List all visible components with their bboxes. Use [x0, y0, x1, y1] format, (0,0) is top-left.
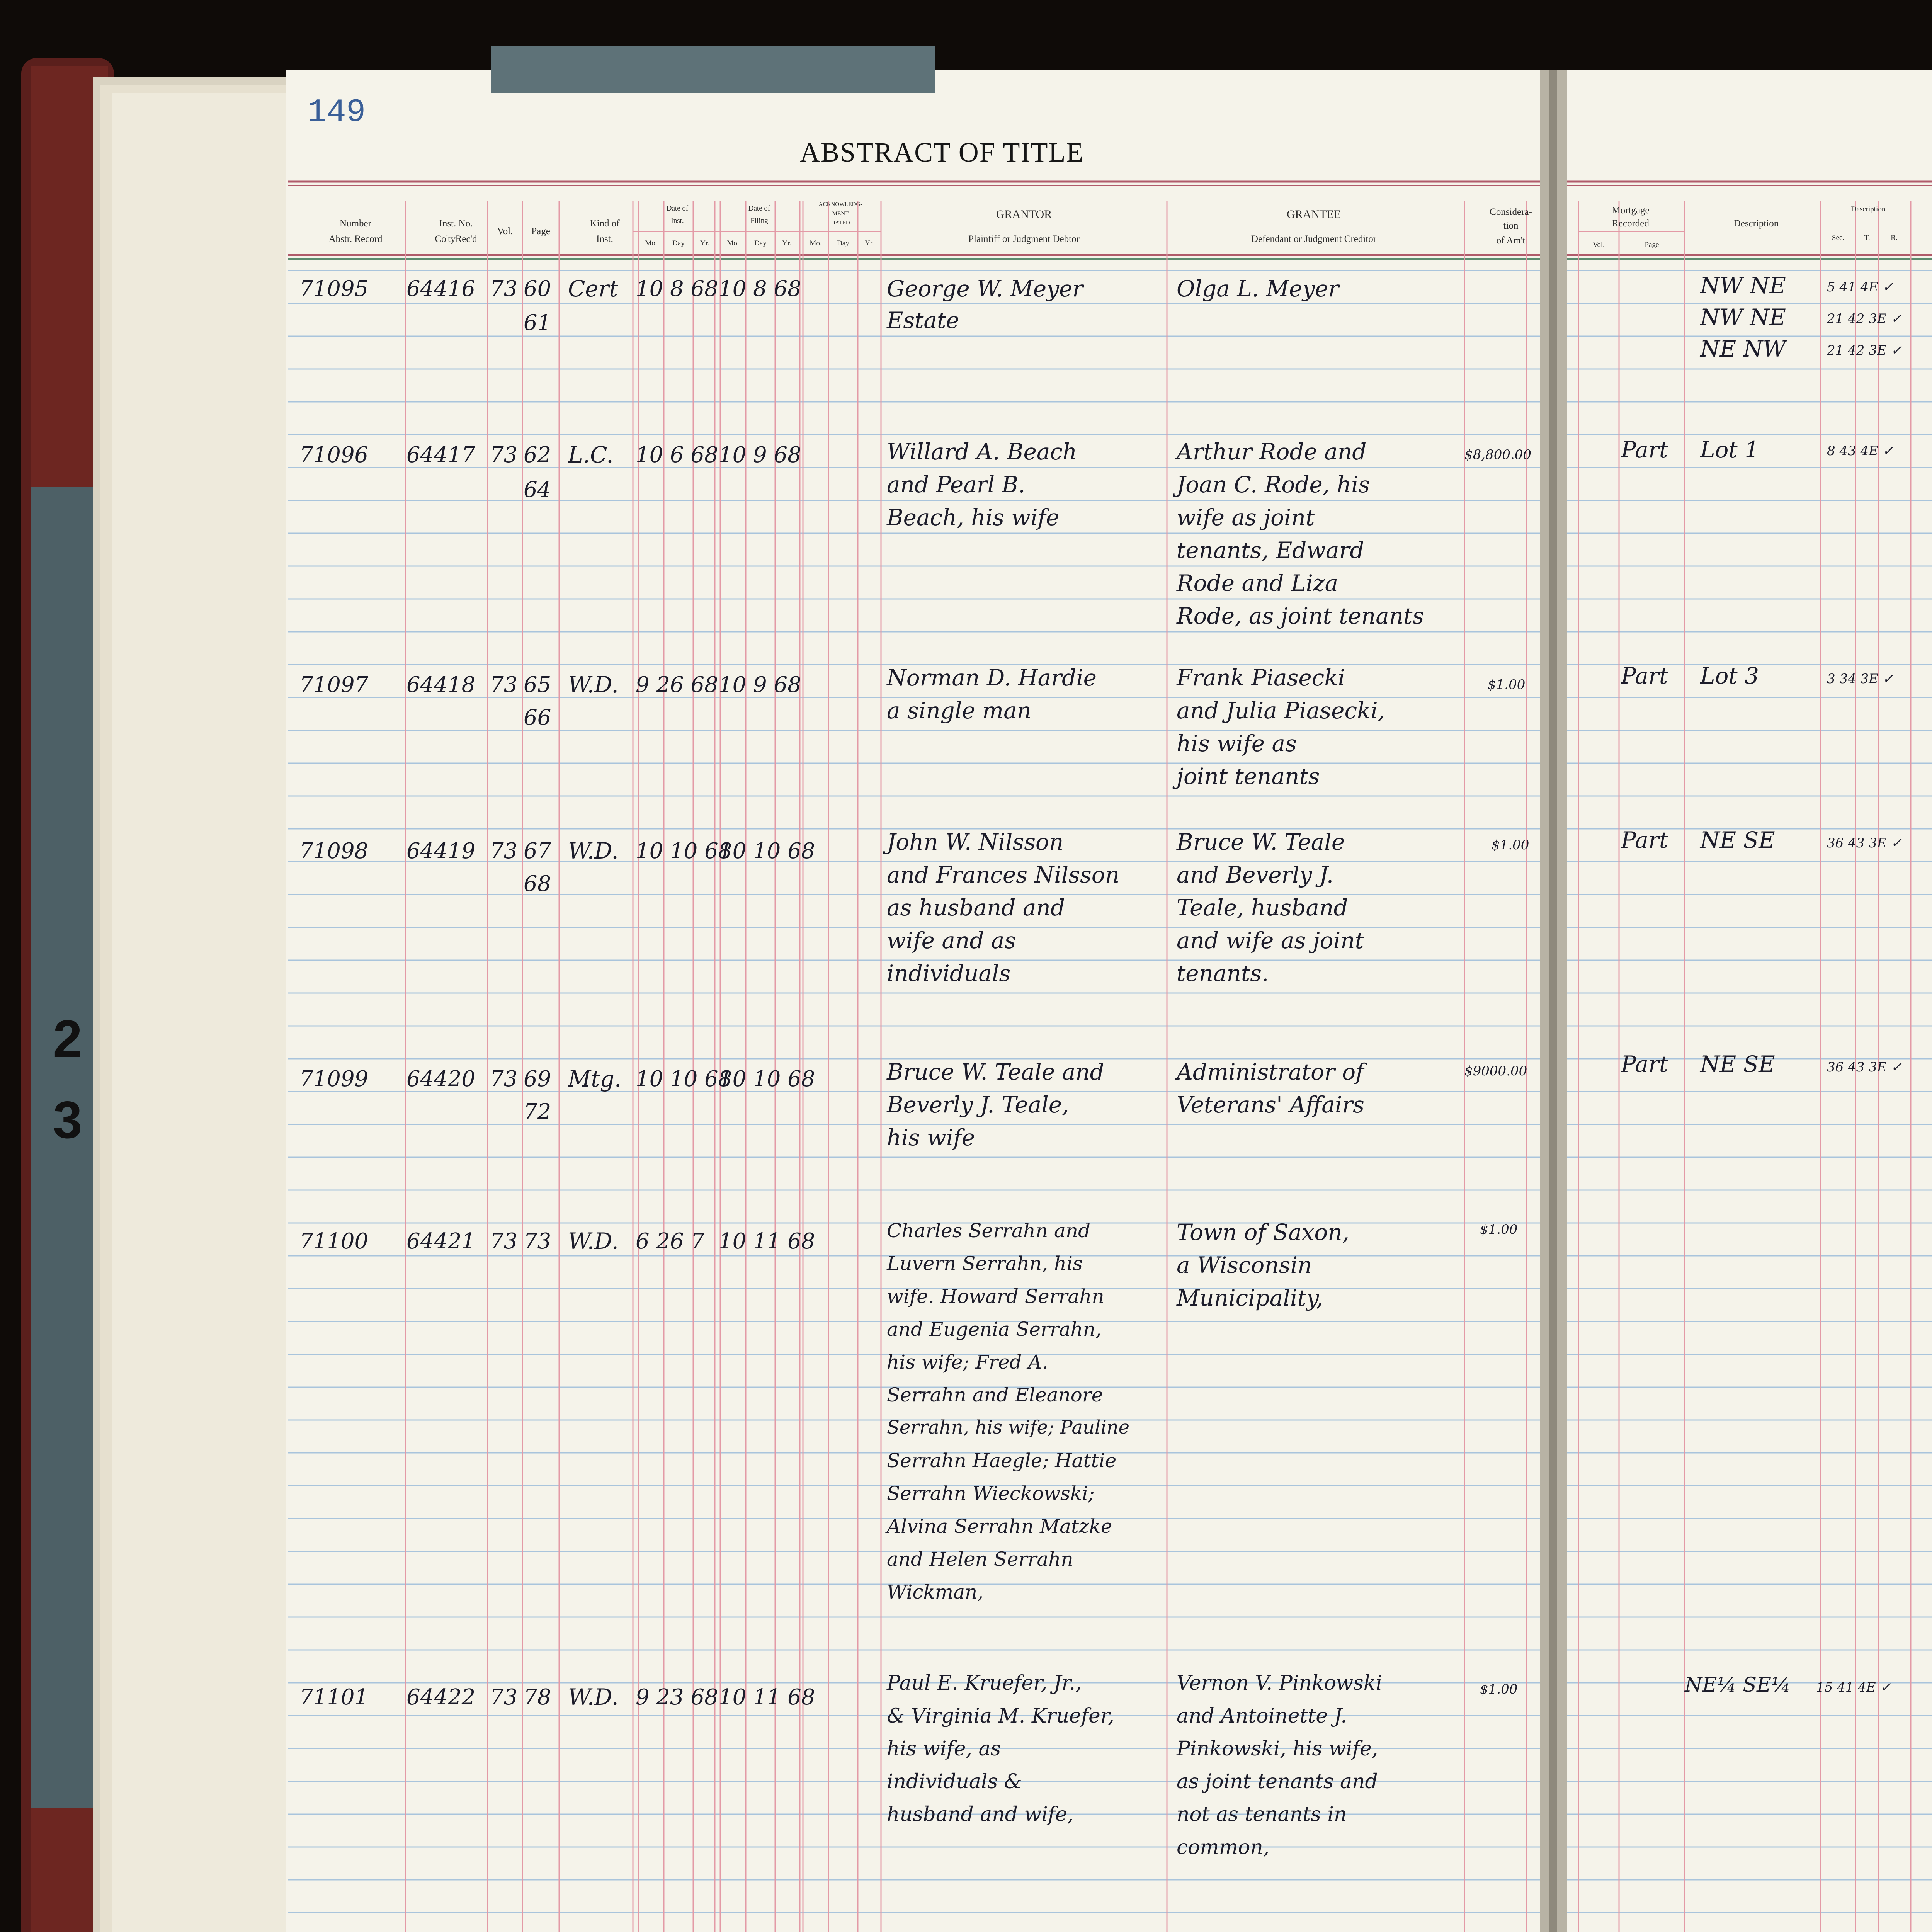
grantee-line: Rode and Liza — [1177, 570, 1338, 596]
grantee-line: Pinkowski, his wife, — [1177, 1737, 1378, 1760]
side-tab-digit: 2 — [53, 1009, 82, 1068]
col-header-kind: Kind of — [590, 218, 620, 229]
col-header-date-filing-sub: Filing — [750, 217, 768, 225]
sec-t-r: 21 42 3E ✓ — [1827, 343, 1902, 358]
col-header-date-filing: Date of — [748, 204, 770, 213]
description: NE SE — [1700, 827, 1775, 853]
grantee-line: as joint tenants and — [1177, 1770, 1378, 1793]
grantor-line: Serrahn, his wife; Pauline — [887, 1417, 1130, 1438]
mortgage-page: Part — [1621, 1051, 1668, 1077]
description: NE¼ SE¼ — [1685, 1673, 1791, 1697]
date-inst: 10 10 68 — [636, 1066, 732, 1092]
sec-t-r: 3 34 3E ✓ — [1827, 671, 1894, 687]
grantor-line: Willard A. Beach — [887, 439, 1077, 465]
consideration: $1.00 — [1480, 1222, 1518, 1237]
grantor-line: Wickman, — [887, 1581, 984, 1603]
grantor-line: wife. Howard Serrahn — [887, 1285, 1104, 1308]
grantee-line: wife as joint — [1177, 504, 1315, 531]
grantor-line: Bruce W. Teale and — [887, 1059, 1104, 1085]
col-header-description: Description — [1851, 205, 1886, 213]
grantee-line: Veterans' Affairs — [1177, 1092, 1364, 1118]
grantee-line: Teale, husband — [1177, 895, 1348, 921]
vol: 73 — [490, 1685, 518, 1710]
description: NW NE — [1700, 272, 1786, 299]
grantee-line: Frank Piasecki — [1177, 665, 1345, 691]
date-inst: 6 26 7 — [636, 1229, 705, 1254]
col-header-grantor: GRANTOR — [996, 208, 1052, 221]
col-sub-day: Day — [837, 239, 849, 247]
page: 68 — [524, 871, 551, 896]
page: 78 — [524, 1685, 551, 1710]
grantor-line: Luvern Serrahn, his — [887, 1252, 1083, 1275]
inst-no: 64416 — [406, 276, 476, 301]
grantor-line: husband and wife, — [887, 1803, 1074, 1826]
kind: W.D. — [568, 1684, 619, 1710]
col-header-grantee-sub: Defendant or Judgment Creditor — [1251, 234, 1377, 244]
col-header-ack: ACKNOWLEDG- — [818, 201, 862, 207]
grantee-line: Arthur Rode and — [1177, 439, 1367, 465]
grantor-line: wife and as — [887, 927, 1016, 954]
grantor-line: Serrahn Haegle; Hattie — [887, 1449, 1117, 1472]
page: 69 — [524, 1066, 551, 1092]
inst-no: 64418 — [406, 672, 476, 697]
col-header-consideration: Considera- — [1490, 207, 1532, 217]
sec-t-r: 36 43 3E ✓ — [1827, 835, 1902, 851]
kind: L.C. — [568, 442, 614, 468]
grantee-line: joint tenants — [1177, 763, 1320, 789]
entry-number: 71095 — [299, 276, 369, 301]
date-filing: 10 10 68 — [719, 1066, 815, 1092]
col-header-vol: Vol. — [497, 226, 513, 236]
col-header-inst-no: Inst. No. — [439, 218, 473, 229]
description: NW NE — [1700, 304, 1786, 330]
col-header-description: Description — [1733, 218, 1779, 229]
kind: W.D. — [568, 672, 619, 698]
grantor-line: Beach, his wife — [887, 504, 1060, 531]
kind: W.D. — [568, 1228, 619, 1254]
grantor-line: and Helen Serrahn — [887, 1548, 1073, 1570]
col-header-ack-sub: DATED — [831, 220, 850, 226]
entry-number: 71096 — [299, 442, 369, 468]
entry-number: 71100 — [299, 1229, 369, 1254]
vol: 73 — [490, 1066, 518, 1092]
page: 65 — [524, 672, 551, 697]
grantor-line: George W. Meyer — [887, 276, 1083, 302]
col-header-description — [1915, 219, 1932, 228]
description: NE SE — [1700, 1051, 1775, 1077]
grantee-line: Administrator of — [1177, 1059, 1364, 1085]
page: 64 — [524, 477, 551, 502]
inst-no: 64421 — [406, 1229, 476, 1254]
inst-no: 64420 — [406, 1066, 476, 1092]
vol: 73 — [490, 672, 518, 697]
page: 67 — [524, 838, 551, 864]
col-sub-yr: Yr. — [865, 239, 874, 247]
grantor-line: and Pearl B. — [887, 471, 1026, 498]
page: 60 — [524, 276, 551, 301]
col-header-page: Page — [531, 226, 550, 236]
sec-t-r: 15 41 4E ✓ — [1816, 1680, 1891, 1695]
grantor-line: Estate — [887, 307, 959, 333]
mortgage-page: Part — [1621, 437, 1668, 463]
grantor-line: John W. Nilsson — [887, 829, 1064, 855]
kind: Cert — [568, 276, 618, 302]
col-header-number: Number — [340, 218, 371, 229]
sec-t-r: 21 42 3E ✓ — [1827, 311, 1902, 327]
grantor-line: Charles Serrahn and — [887, 1219, 1091, 1242]
col-header-date-inst: Date of — [666, 204, 689, 213]
consideration: $1.00 — [1488, 677, 1526, 692]
grantee-line: Bruce W. Teale — [1177, 829, 1345, 855]
col-sub-yr: Yr. — [700, 239, 709, 247]
date-filing: 10 9 68 — [719, 672, 801, 697]
entry-number: 71098 — [299, 838, 369, 864]
grantor-line: his wife; Fred A. — [887, 1351, 1048, 1373]
left-page-number: 149 — [307, 94, 366, 131]
col-sub-t: T. — [1864, 234, 1870, 242]
sec-t-r: 36 43 3E ✓ — [1827, 1060, 1902, 1075]
mortgage-page: Part — [1621, 827, 1668, 853]
kind: W.D. — [568, 838, 619, 864]
consideration: $1.00 — [1492, 837, 1529, 853]
grantor-line: Beverly J. Teale, — [887, 1092, 1069, 1118]
grantor-line: & Virginia M. Kruefer, — [887, 1704, 1114, 1728]
vol: 73 — [490, 838, 518, 864]
grantor-line: individuals & — [887, 1770, 1022, 1793]
grantee-line: Rode, as joint tenants — [1177, 603, 1424, 629]
grantee-line: tenants, Edward — [1177, 537, 1364, 563]
grantor-line: and Frances Nilsson — [887, 862, 1120, 888]
col-sub-r: R. — [1891, 234, 1898, 242]
col-header-consideration-sub: of Am't — [1496, 235, 1526, 246]
page: 62 — [524, 442, 551, 468]
vol: 73 — [490, 1229, 518, 1254]
grantor-line: Serrahn and Eleanore — [887, 1384, 1103, 1406]
entry-number: 71097 — [299, 672, 369, 697]
grantee-line: his wife as — [1177, 730, 1297, 757]
page: 66 — [524, 705, 551, 730]
date-inst: 9 26 68 — [636, 672, 718, 697]
description: NE NW — [1700, 336, 1786, 362]
vol: 73 — [490, 276, 518, 301]
grantee-line: and Julia Piasecki, — [1177, 697, 1385, 724]
vol: 73 — [490, 442, 518, 468]
grantee-line: Vernon V. Pinkowski — [1177, 1672, 1383, 1695]
grantor-line: Alvina Serrahn Matzke — [887, 1515, 1112, 1537]
side-tab-digit: 3 — [53, 1090, 82, 1149]
col-sub-vol: Vol. — [1593, 241, 1605, 249]
col-header-grantee: GRANTEE — [1287, 208, 1341, 221]
consideration: $1.00 — [1480, 1682, 1518, 1697]
col-sub-mo: Mo. — [645, 239, 657, 247]
description: Lot 1 — [1700, 437, 1759, 463]
kind: Mtg. — [568, 1066, 622, 1092]
entry-number: 71099 — [299, 1066, 369, 1092]
mortgage-page: Part — [1621, 663, 1668, 689]
date-filing: 10 8 68 — [719, 276, 801, 301]
grantee-line: and Antoinette J. — [1177, 1704, 1347, 1728]
grantee-line: Town of Saxon, — [1177, 1219, 1350, 1245]
col-sub-day: Day — [754, 239, 767, 247]
date-inst: 10 6 68 — [636, 442, 718, 468]
sec-t-r: 8 43 4E ✓ — [1827, 443, 1894, 459]
col-header-number-sub: Abstr. Record — [328, 234, 383, 244]
col-header-consideration-sub: tion — [1503, 221, 1519, 231]
grantor-line: individuals — [887, 960, 1011, 986]
inst-no: 64422 — [406, 1685, 476, 1710]
col-header-ack-sub: MENT — [832, 211, 849, 217]
grantor-line: a single man — [887, 697, 1032, 724]
col-header-inst-no-sub: Co'tyRec'd — [435, 234, 477, 244]
col-sub-page: Page — [1645, 241, 1659, 249]
grantor-line: and Eugenia Serrahn, — [887, 1318, 1102, 1340]
left-page-title: ABSTRACT OF TITLE — [800, 137, 1084, 168]
grantor-line: Serrahn Wieckowski; — [887, 1482, 1095, 1505]
consideration: $9000.00 — [1464, 1063, 1527, 1079]
col-sub-day: Day — [672, 239, 685, 247]
grantor-line: Norman D. Hardie — [887, 665, 1097, 691]
date-inst: 10 8 68 — [636, 276, 718, 301]
col-sub-yr: Yr. — [782, 239, 791, 247]
inst-no: 64417 — [406, 442, 476, 468]
grantee-line: Municipality, — [1177, 1285, 1323, 1311]
date-filing: 10 10 68 — [719, 838, 815, 864]
grantee-line: common, — [1177, 1836, 1270, 1859]
sec-t-r: 5 41 4E ✓ — [1827, 279, 1894, 295]
description: Lot 3 — [1700, 663, 1759, 689]
grantee-line: and wife as joint — [1177, 927, 1364, 954]
page: 72 — [524, 1099, 551, 1124]
grantee-line: tenants. — [1177, 960, 1269, 986]
date-filing: 10 11 68 — [719, 1685, 815, 1710]
grantor-line: Paul E. Kruefer, Jr., — [887, 1672, 1082, 1695]
grantor-line: his wife, as — [887, 1737, 1001, 1760]
grantee-line: a Wisconsin — [1177, 1252, 1312, 1278]
grantor-line: as husband and — [887, 895, 1065, 921]
grantee-line: Olga L. Meyer — [1177, 276, 1339, 302]
date-filing: 10 9 68 — [719, 442, 801, 468]
col-header-grantor-sub: Plaintiff or Judgment Debtor — [968, 234, 1080, 244]
page: 61 — [524, 310, 551, 335]
grantor-line: his wife — [887, 1124, 975, 1151]
inst-no: 64419 — [406, 838, 476, 864]
grantee-line: Joan C. Rode, his — [1177, 471, 1370, 498]
col-header-mortgage: Mortgage — [1612, 205, 1650, 216]
grantee-line: and Beverly J. — [1177, 862, 1334, 888]
col-sub-mo: Mo. — [727, 239, 739, 247]
col-header-date-inst-sub: Inst. — [671, 217, 684, 225]
consideration: $8,800.00 — [1464, 447, 1532, 463]
col-sub-sec: Sec. — [1832, 234, 1845, 242]
col-header-mortgage-sub: Recorded — [1612, 218, 1649, 229]
date-inst: 10 10 68 — [636, 838, 732, 864]
col-header-kind-sub: Inst. — [596, 234, 613, 244]
grantee-line: not as tenants in — [1177, 1803, 1347, 1826]
date-filing: 10 11 68 — [719, 1229, 815, 1254]
page: 73 — [524, 1229, 551, 1254]
date-inst: 9 23 68 — [636, 1685, 718, 1710]
col-sub-mo: Mo. — [810, 239, 822, 247]
entry-number: 71101 — [299, 1685, 369, 1710]
